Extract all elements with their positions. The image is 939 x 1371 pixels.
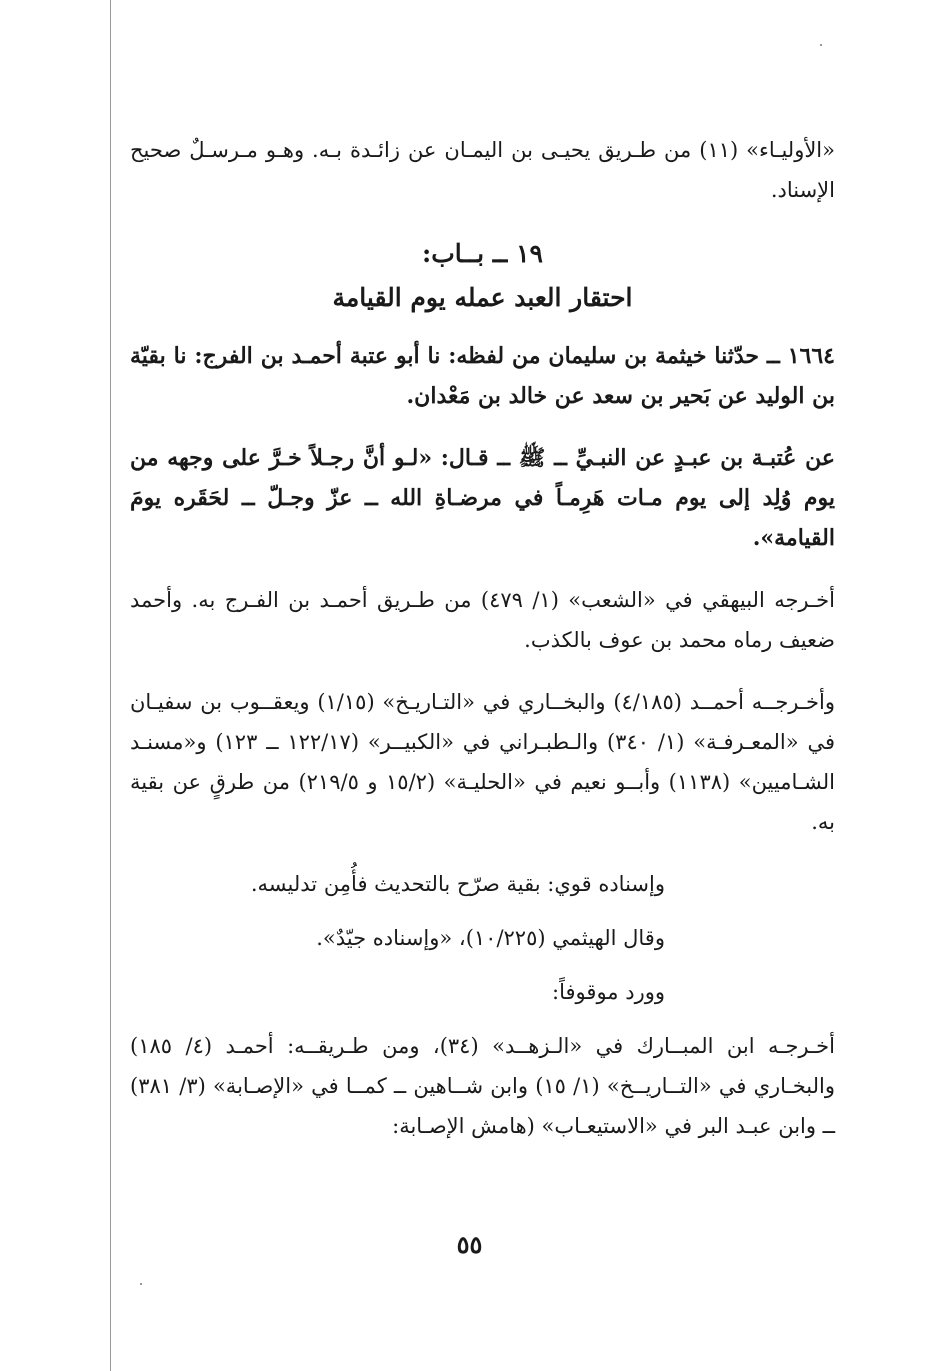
takhrij-paragraph-3: أخـرجـه ابن المبــارك في «الـزهــد» (٣٤)، ومن طـريقــه: أحمـد (٤/ ١٨٥) والبخـاري في «التــاريــخ» (١/ ١٥) وابن شــاهين ــ كمــا في «الإصـابة» (٣/ ٣٨١) ــ وابن عبـد البر في «الاستيعـاب» (هامش الإصـابة: xyxy=(130,1034,835,1138)
scan-speck xyxy=(140,1283,142,1285)
chapter-number: ١٩ ــ بــاب: xyxy=(422,239,543,268)
takhrij-paragraph-1: أخـرجه البيهقي في «الشعب» (١/ ٤٧٩) من طـريق أحمـد بن الفـرج به. وأحمد ضعيف رماه محمد بن عوف بالكذب. xyxy=(130,588,835,652)
page-body xyxy=(130,130,835,1168)
hadith-matn: عن عُتبـة بن عبـدٍ عن النبـيِّ ــ ﷺ ــ قـال: «لـو أنَّ رجـلاً خـرَّ على وجهه من يوم وُلِد إلى يوم مـات هَرِمـاً في مرضـاةِ الله ــ عزّ وجـلّ ــ لحَقَره يومَ القيامة». xyxy=(130,445,835,551)
hadith-isnad: ١٦٦٤ ــ حدّثنا خيثمة بن سليمان من لفظه: نا أبو عتبة أحمـد بن الفرج: نا بقيّة بن الوليد عن بَحير بن سعد عن خالد بن مَعْدان. xyxy=(130,343,835,409)
page-number: ٥٥ xyxy=(456,1230,483,1259)
takhrij-paragraph-2: وأخـرجــه أحمــد (٤/١٨٥) والبخــاري في «التـاريـخ» (١/١٥) ويعقــوب بن سفيـان في «المعـرفـة» (١/ ٣٤٠) والـطبـراني في «الكبيــر» (١٢٢/١٧ ــ ١٢٣) و«مسنـد الشـاميين» (١١٣٨) وأبــو نعيم في «الحليـة» (١٥/٢ و ٢١٩/٥) من طرقٍ عن بقية به. xyxy=(130,690,835,834)
grading-paragraph-1: وإسناده قوي: بقية صرّح بالتحديث فأُمِن تدليسه. xyxy=(250,872,665,896)
grading-paragraph-2: وقال الهيثمي (١٠/٢٢٥)، «وإسناده جيّدٌ». xyxy=(316,926,665,950)
scan-speck xyxy=(820,44,822,46)
chapter-title: احتقار العبد عمله يوم القيامة xyxy=(332,283,633,312)
continuation-paragraph: «الأوليـاء» (١١) من طـريق يحيـى بن اليمـان عن زائـدة بـه. وهـو مـرسـلٌ صحيح الإسناد. xyxy=(130,138,835,202)
mawquf-heading: وورد موقوفاً: xyxy=(552,980,665,1004)
scan-edge-line xyxy=(110,0,111,1371)
